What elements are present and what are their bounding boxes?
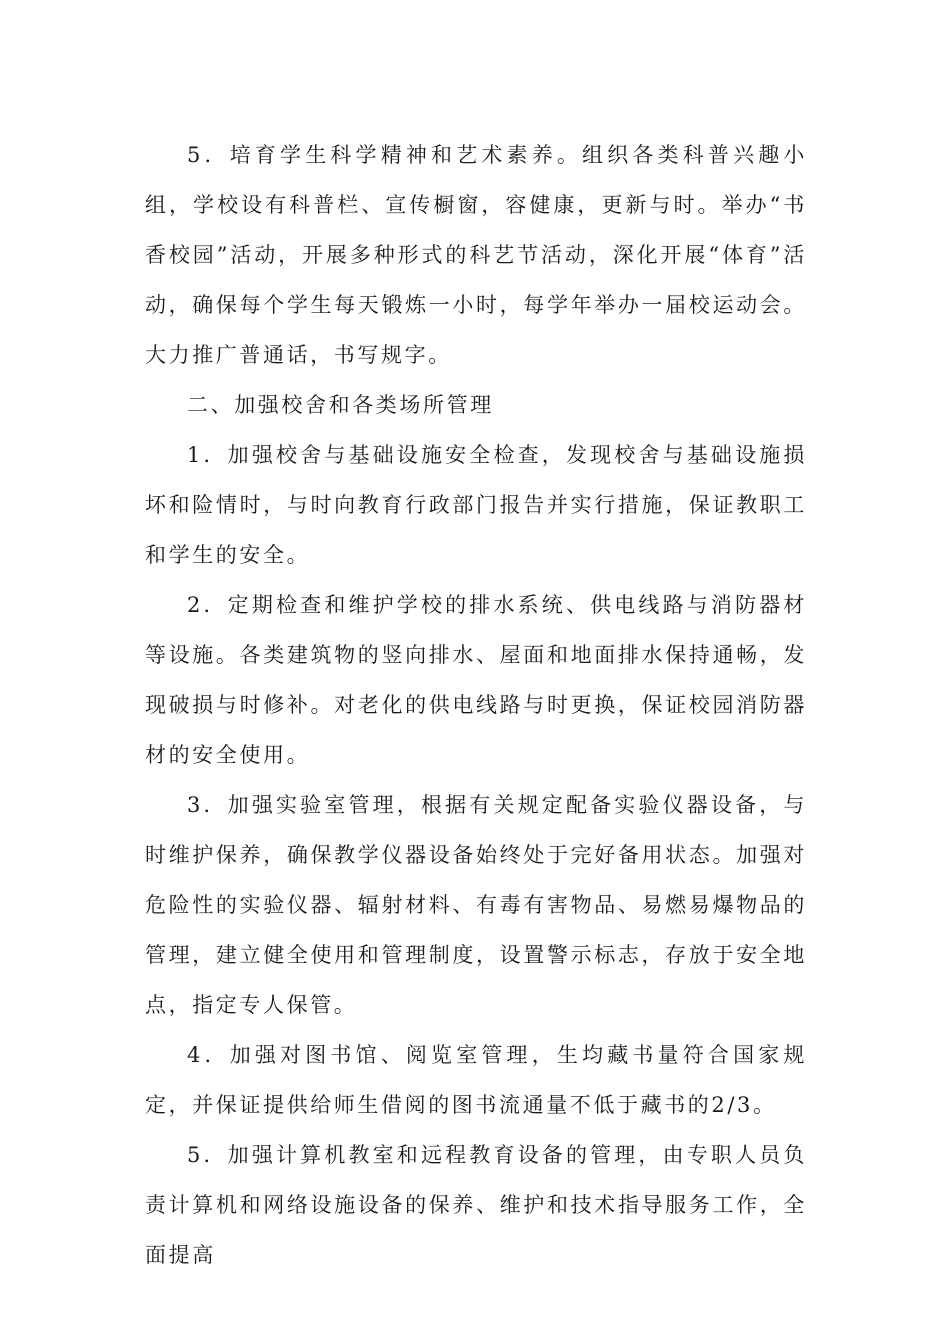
paragraph-computer-room: 5．加强计算机教室和远程教育设备的管理，由专职人员负责计算机和网络设施设备的保养、维护和技术指导服务工作，全面提高: [145, 1143, 807, 1267]
paragraph-safety-inspection: 1．加强校舍与基础设施安全检查，发现校舍与基础设施损坏和险情时，与时向教育行政部门报告并实行措施，保证教职工和学生的安全。: [145, 443, 807, 567]
section-heading-facilities: 二、加强校舍和各类场所管理: [187, 393, 494, 417]
paragraph-library: 4．加强对图书馆、阅览室管理，生均藏书量符合国家规定，并保证提供给师生借阅的图书流通量不低于藏书的2/3。: [145, 1043, 807, 1117]
document-body: [145, 130, 807, 1280]
paragraph-drainage-power: 2．定期检查和维护学校的排水系统、供电线路与消防器材等设施。各类建筑物的竖向排水、屋面和地面排水保持通畅，发现破损与时修补。对老化的供电线路与时更换，保证校园消防器材的安全使用。: [145, 593, 807, 767]
paragraph-science-art: 5．培育学生科学精神和艺术素养。组织各类科普兴趣小组，学校设有科普栏、宣传橱窗，容健康，更新与时。举办“书香校园”活动，开展多种形式的科艺节活动，深化开展“体育”活动，确保每个学生每天锻炼一小时，每学年举办一届校运动会。大力推广普通话，书写规字。: [145, 143, 807, 367]
paragraph-laboratory: 3．加强实验室管理，根据有关规定配备实验仪器设备，与时维护保养，确保教学仪器设备始终处于完好备用状态。加强对危险性的实验仪器、辐射材料、有毒有害物品、易燃易爆物品的管理，建立健全使用和管理制度，设置警示标志，存放于安全地点，指定专人保管。: [145, 793, 807, 1017]
